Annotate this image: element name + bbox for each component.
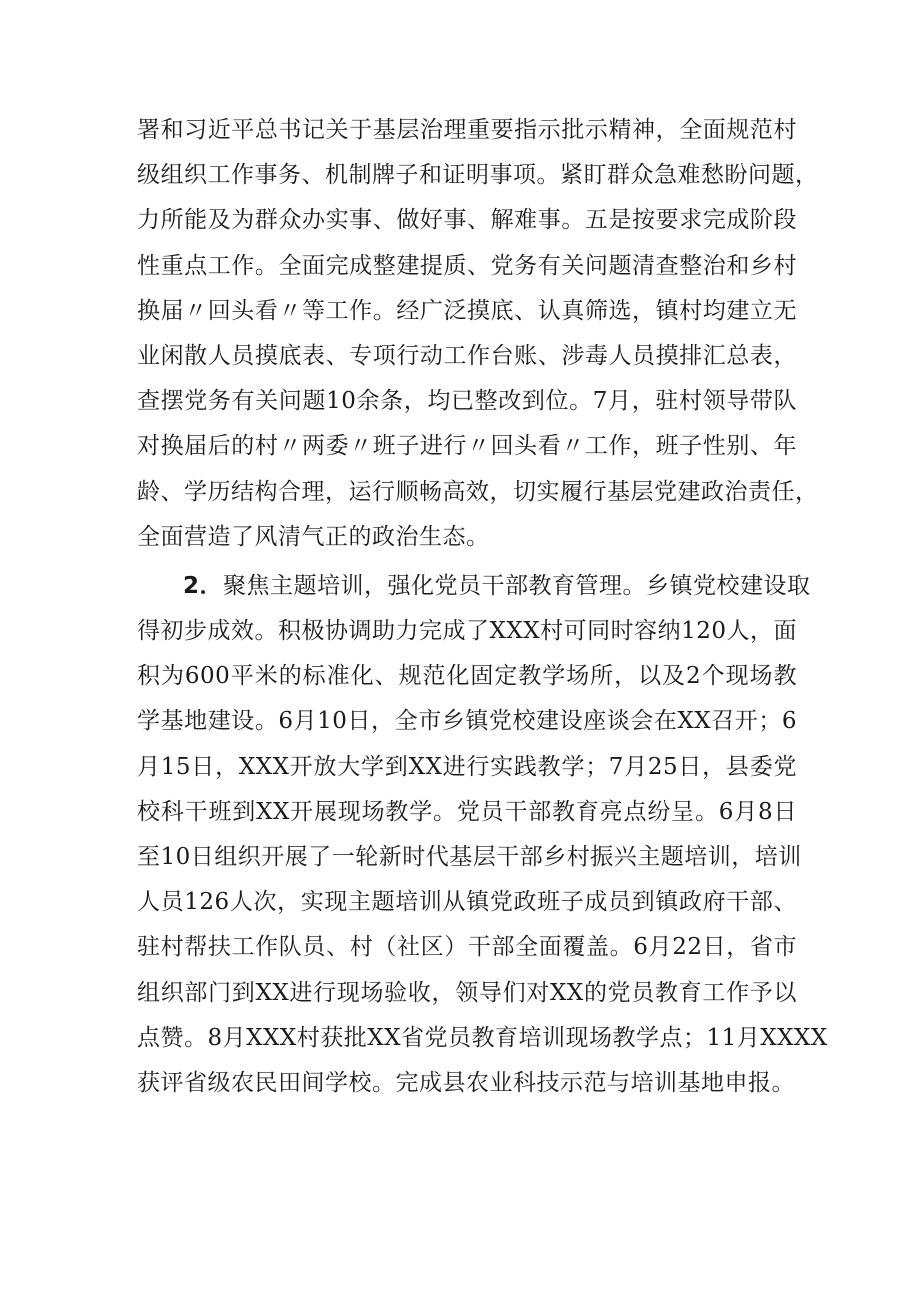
- text-line: 业闲散人员摸底表、专项行动工作台账、涉毒人员摸排汇总表，: [137, 342, 797, 369]
- text-line: 级组织工作事务、机制牌子和证明事项。紧盯群众急难愁盼问题，: [137, 162, 819, 189]
- text-line: 龄、学历结构合理，运行顺畅高效，切实履行基层党建政治责任，: [137, 478, 819, 505]
- section-number: 2．: [183, 572, 224, 599]
- text-line: 至10日组织开展了一轮新时代基层干部乡村振兴主题培训，培训: [137, 844, 802, 870]
- text-line: 驻村帮扶工作队员、村（社区）干部全面覆盖。6月22日，省市: [137, 934, 797, 961]
- text-line: 月15日，XXX开放大学到XX进行实践教学；7月25日，县委党: [137, 753, 797, 780]
- text-line: 全面营造了风清气正的政治生态。: [137, 523, 490, 550]
- text-line: [137, 564, 811, 609]
- text-line: 对换届后的村〃两委〃班子进行〃回头看〃工作，班子性别、年: [137, 433, 797, 460]
- text-line: 署和习近平总书记关于基层治理重要指示批示精神，全面规范村: [137, 117, 797, 143]
- text-line: 性重点工作。全面完成整建提质、党务有关问题清查整治和乡村: [137, 252, 797, 279]
- text-line: 积为600平米的标准化、规范化固定教学场所，以及2个现场教: [137, 663, 797, 690]
- document-body: [137, 108, 828, 1106]
- text-line: 力所能及为群众办实事、做好事、解难事。五是按要求完成阶段: [137, 207, 797, 234]
- section-heading-text: 聚焦主题培训，强化党员干部教育管理。乡镇党校建设取: [223, 572, 811, 599]
- paragraph-1: [137, 108, 819, 560]
- text-line: 人员126人次，实现主题培训从镇党政班子成员到镇政府干部、: [137, 889, 797, 916]
- text-line: 校科干班到XX开展现场教学。党员干部教育亮点纷呈。6月8日: [137, 798, 797, 825]
- text-line: 得初步成效。积极协调助力完成了XXX村可同时容纳120人，面: [137, 618, 798, 645]
- text-line: 学基地建设。6月10日，全市乡镇党校建设座谈会在XX召开；6: [137, 708, 797, 735]
- text-line: 换届〃回头看〃等工作。经广泛摸底、认真筛选，镇村均建立无: [137, 297, 797, 324]
- text-line: 点赞。8月XXX村获批XX省党员教育培训现场教学点；11月XXXX: [137, 1024, 828, 1051]
- text-line: 查摆党务有关问题10余条，均已整改到位。7月，驻村领导带队: [137, 388, 797, 415]
- text-line: 组织部门到XX进行现场验收，领导们对XX的党员教育工作予以: [137, 979, 797, 1006]
- paragraph-2: [137, 564, 828, 1106]
- text-line: 获评省级农民田间学校。完成县农业科技示范与培训基地申报。: [137, 1069, 795, 1096]
